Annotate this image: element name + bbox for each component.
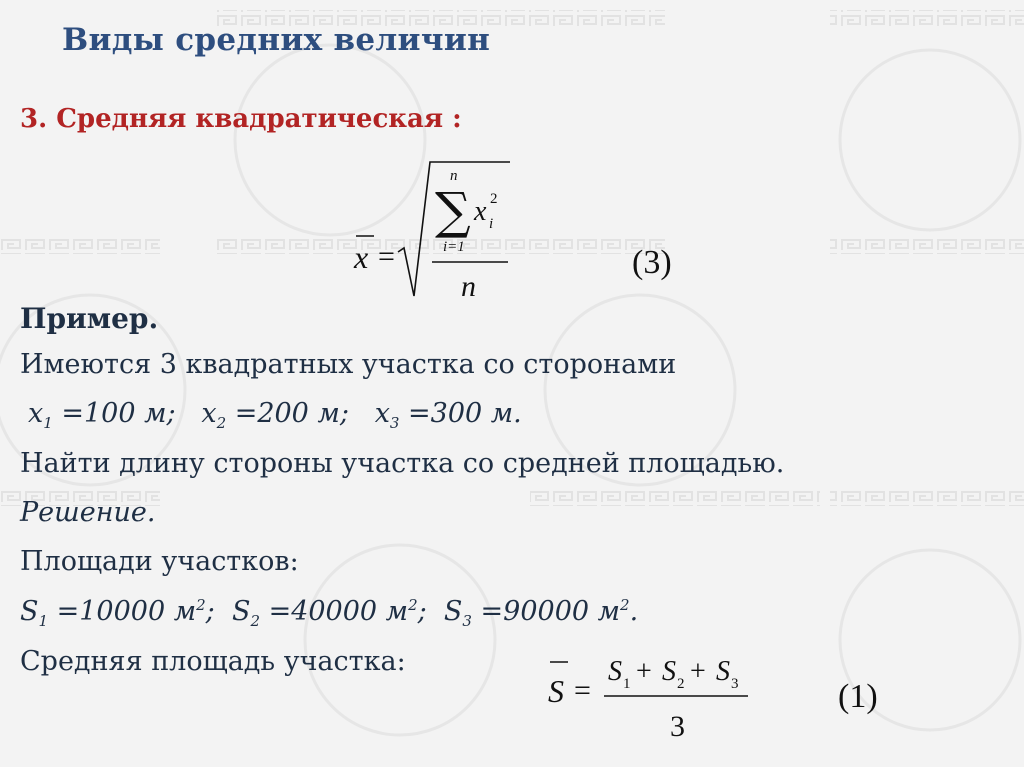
formula-equals: =: [378, 240, 395, 273]
average-area-label: Средняя площадь участка:: [20, 646, 406, 677]
areas-label: Площади участков:: [20, 546, 299, 577]
areas-values-line: $S_1 =10000$ $м^2$; $S_2 =40000$ $м^2$; $S_3 =90000$ $м^2$.: [20, 596, 639, 630]
sum-symbol: ∑: [435, 182, 471, 240]
num-plus1: +: [636, 656, 652, 687]
avg-lhs-s: S: [548, 673, 564, 709]
num-s2: S: [662, 656, 676, 687]
num-sub1: 1: [623, 676, 631, 692]
term-sub: i: [489, 216, 494, 232]
formula-lhs-x: x: [354, 239, 369, 275]
section-subtitle: 3. Средняя квадратическая :: [20, 104, 462, 134]
equation-label-1: (1): [838, 678, 878, 715]
slide-title: Виды средних величин: [62, 22, 491, 58]
num-sub3: 3: [731, 676, 739, 692]
example-line-3: Найти длину стороны участка со средней площадью.: [20, 448, 785, 479]
num-plus2: +: [690, 656, 706, 687]
term-sup: 2: [490, 191, 498, 207]
example-heading: Пример.: [20, 302, 159, 335]
avg-denominator: 3: [670, 710, 685, 743]
denominator-n: n: [461, 270, 476, 303]
num-s1: S: [608, 656, 622, 687]
sum-lower: i=1: [443, 239, 465, 255]
formula-quadratic-mean: [340, 150, 540, 310]
num-s3: S: [716, 656, 730, 687]
sum-upper: n: [450, 168, 458, 184]
example-line-1: Имеются 3 квадратных участка со сторонами: [20, 349, 677, 380]
equation-label-3: (3): [632, 244, 672, 281]
avg-equals: =: [574, 674, 591, 707]
term-x: x: [474, 196, 487, 227]
num-sub2: 2: [677, 676, 685, 692]
sides-values-line: $x_1 =100$ м; $x_2 =200$ м; $x_3 =300$ м.: [28, 398, 522, 432]
formula-average-area: [540, 650, 780, 750]
solution-label: Решение.: [20, 497, 156, 528]
